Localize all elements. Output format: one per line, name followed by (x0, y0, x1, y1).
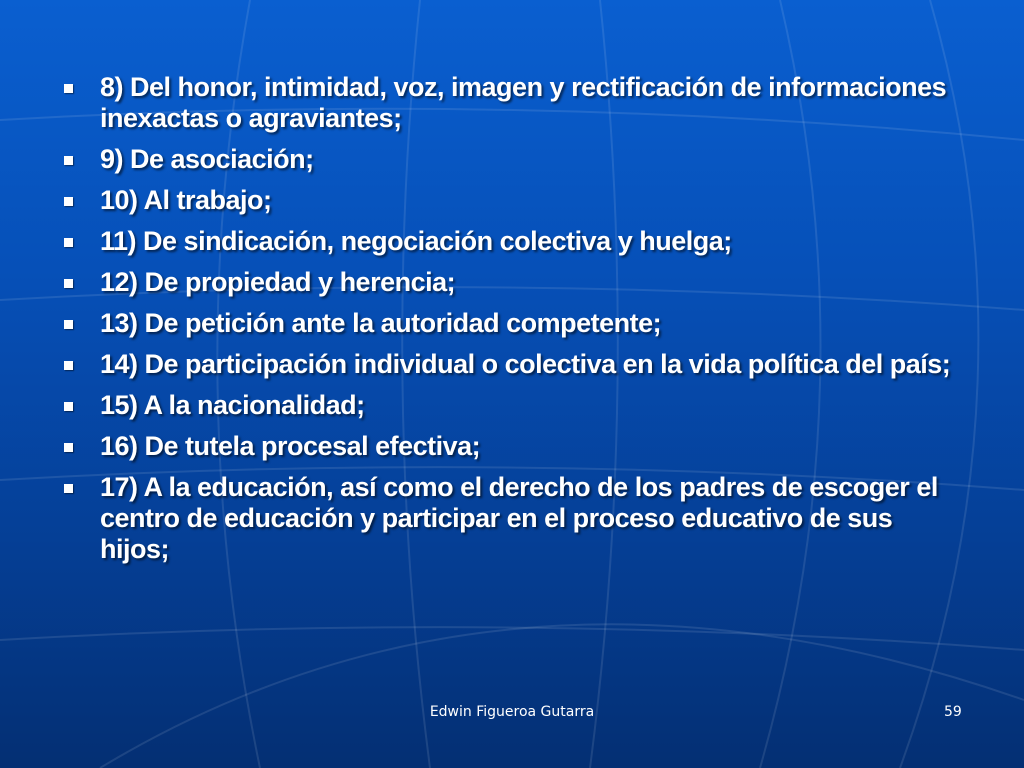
bullet-text: 12) De propiedad y herencia; (100, 267, 456, 297)
bullet-text: 11) De sindicación, negociación colectiva y huelga; (100, 226, 732, 256)
square-bullet-icon (64, 320, 73, 329)
list-item (62, 390, 962, 421)
bullet-text: 17) A la educación, así como el derecho de los padres de escoger el centro de educación y participar en el proceso educativo de sus hijos; (100, 472, 938, 564)
square-bullet-icon (64, 238, 73, 247)
square-bullet-icon (64, 197, 73, 206)
list-item (62, 308, 962, 339)
bullet-text: 14) De participación individual o colectiva en la vida política del país; (100, 349, 951, 379)
square-bullet-icon (64, 443, 73, 452)
bullet-content (62, 72, 962, 575)
bullet-text: 15) A la nacionalidad; (100, 390, 365, 420)
footer-author: Edwin Figueroa Gutarra (429, 704, 595, 720)
list-item (62, 349, 962, 380)
square-bullet-icon (64, 279, 73, 288)
list-item (62, 267, 962, 298)
list-item (62, 144, 962, 175)
square-bullet-icon (64, 402, 73, 411)
square-bullet-icon (64, 484, 73, 493)
bullet-text: 9) De asociación; (100, 144, 314, 174)
square-bullet-icon (64, 361, 73, 370)
bullet-text: 10) Al trabajo; (100, 185, 272, 215)
list-item (62, 226, 962, 257)
bullet-list (62, 72, 962, 565)
bullet-text: 8) Del honor, intimidad, voz, imagen y rectificación de informaciones inexactas o agraviantes; (100, 72, 947, 133)
square-bullet-icon (64, 156, 73, 165)
square-bullet-icon (64, 84, 73, 93)
bullet-text: 16) De tutela procesal efectiva; (100, 431, 481, 461)
list-item (62, 472, 962, 565)
list-item (62, 431, 962, 462)
list-item (62, 72, 962, 134)
list-item (62, 185, 962, 216)
bullet-text: 13) De petición ante la autoridad competente; (100, 308, 662, 338)
page-number: 59 (944, 704, 962, 720)
